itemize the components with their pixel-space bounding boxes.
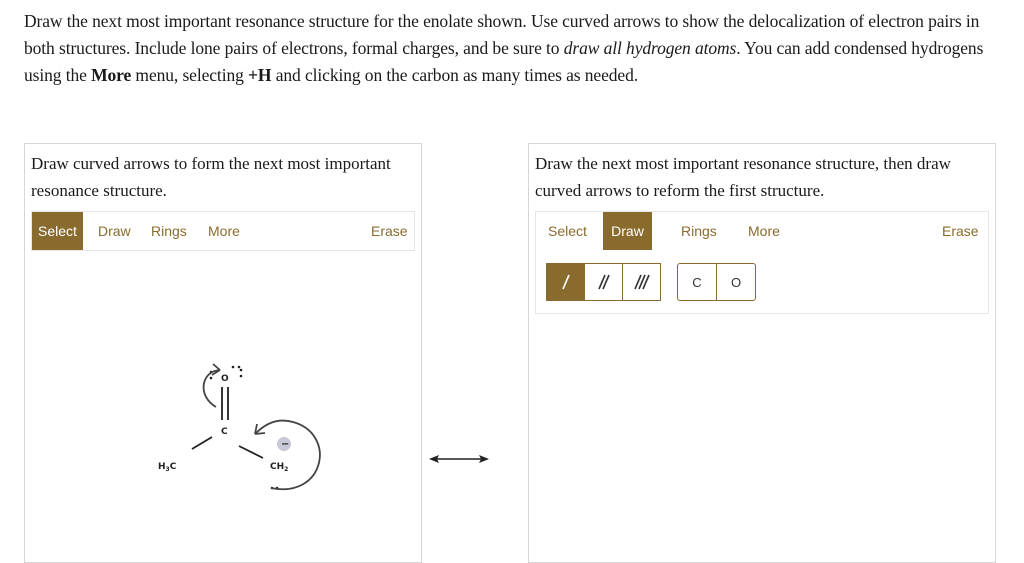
question-text	[24, 8, 1004, 89]
carbon-label[interactable]: C	[221, 427, 228, 437]
right-erase-button[interactable]: Erase	[942, 223, 979, 239]
right-select-button[interactable]: Select	[548, 223, 587, 239]
triple-bond-button[interactable]	[622, 263, 661, 301]
single-bond-icon	[559, 273, 573, 291]
double-bond-button[interactable]	[584, 263, 623, 301]
double-bond-icon	[596, 273, 612, 291]
carbon-atom-button[interactable]: C	[677, 263, 717, 301]
left-more-button[interactable]: More	[208, 223, 240, 239]
left-drawing-canvas[interactable]	[25, 144, 423, 554]
resonance-double-arrow-icon	[425, 452, 493, 466]
lone-pair-dot	[210, 377, 213, 380]
right-toolbar	[535, 211, 989, 314]
question-emphasis: draw all hydrogen atoms	[563, 38, 737, 58]
right-drawing-panel	[528, 143, 996, 563]
left-select-button[interactable]: Select	[32, 212, 83, 250]
oxygen-label[interactable]: O	[221, 374, 229, 384]
question-part1: Draw the next most important resonance structure for the enolate shown. Use curved arrows to show the delocalization of electron pairs in both structures. Include lone pairs of electrons, formal charges, and be sure to	[24, 11, 980, 58]
formal-charge-label: −	[281, 439, 290, 450]
question-more-term: More	[91, 65, 132, 85]
atom-selector	[677, 263, 756, 303]
lone-pair-dot	[238, 366, 241, 369]
left-draw-button[interactable]: Draw	[98, 223, 131, 239]
oxygen-atom-button[interactable]: O	[716, 263, 756, 301]
left-rings-button[interactable]: Rings	[151, 223, 187, 239]
left-drawing-panel	[24, 143, 422, 563]
single-bond-button[interactable]	[546, 263, 585, 301]
bond-selector	[546, 263, 661, 303]
ch2-label[interactable]: $CH_2$	[270, 462, 289, 473]
question-part2: . You can add condensed hydrogens using the	[24, 38, 984, 85]
curved-arrow-lonepair-to-bond[interactable]	[255, 421, 320, 490]
lone-pair-dot	[232, 366, 235, 369]
lone-pair-dot	[240, 369, 243, 372]
right-panel-title: Draw the next most important resonance structure, then draw curved arrows to reform the first structure.	[535, 154, 951, 200]
right-drawing-canvas[interactable]	[529, 316, 995, 556]
triple-bond-icon	[633, 273, 651, 291]
question-part3: menu, selecting	[131, 65, 249, 85]
lone-pair-dot	[240, 375, 243, 378]
curved-arrow-pi-to-oxygen[interactable]	[204, 370, 220, 407]
question-plus-h-term: +H	[248, 65, 272, 85]
left-erase-button[interactable]: Erase	[371, 223, 408, 239]
right-more-button[interactable]: More	[748, 223, 780, 239]
bond-c-ch2[interactable]	[239, 446, 263, 458]
curved-arrow-head	[212, 364, 220, 375]
bond-ch3-c[interactable]	[192, 437, 212, 449]
h3c-label[interactable]: $H_3C$	[158, 462, 177, 473]
left-panel-title: Draw curved arrows to form the next most important resonance structure.	[31, 154, 391, 200]
question-part4: and clicking on the carbon as many times as needed.	[271, 65, 638, 85]
right-draw-button[interactable]: Draw	[603, 212, 652, 250]
right-rings-button[interactable]: Rings	[681, 223, 717, 239]
